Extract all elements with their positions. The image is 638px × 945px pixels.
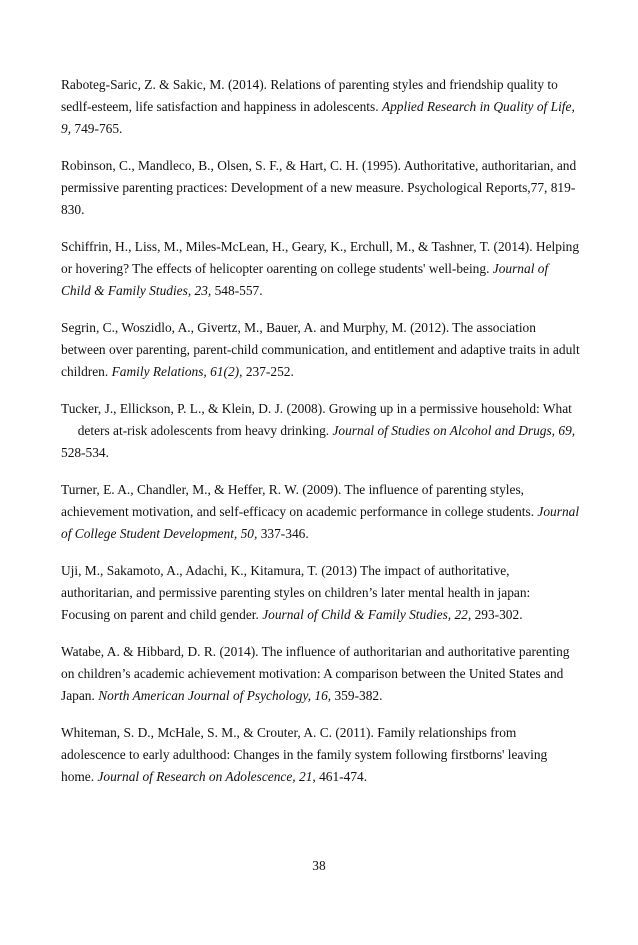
reference-pages: , 237-252.: [239, 364, 294, 379]
reference-entry: [61, 479, 581, 545]
reference-source: Journal of Research on Adolescence, 21: [97, 769, 313, 784]
reference-entry: [61, 155, 581, 221]
reference-source: Journal of Studies on Alcohol and Drugs, 69,: [332, 423, 576, 438]
reference-pages: , 293-302.: [467, 607, 523, 622]
reference-pages: 528-534.: [61, 445, 109, 460]
reference-authors-title: Tucker, J., Ellickson, P. L., & Klein, D. J. (2008). Growing up in a permissive household: What deters at-risk adolescents from heavy drinking.: [61, 401, 572, 438]
reference-source: Journal of Child & Family Studies, 22: [262, 607, 468, 622]
reference-source: Journal of Child & Family Studies, 23,: [61, 261, 549, 298]
reference-authors-title: Watabe, A. & Hibbard, D. R. (2014). The influence of authoritarian and authoritative parenting on children’s academic achievement motivation: A comparison between the United States and Japan.: [61, 644, 570, 703]
reference-pages: 548-557.: [211, 283, 263, 298]
reference-entry: [61, 317, 581, 383]
reference-authors-title: Turner, E. A., Chandler, M., & Heffer, R. W. (2009). The influence of parenting styles, achievement motivation, and self-efficacy on academic performance in college students.: [61, 482, 538, 519]
reference-entry: [61, 74, 581, 140]
reference-authors-title: Schiffrin, H., Liss, M., Miles-McLean, H., Geary, K., Erchull, M., & Tashner, T. (2014). Helping or hovering? The effects of helicopter oarenting on college students' well-being.: [61, 239, 580, 276]
reference-source: Applied Research in Quality of Life, 9,: [61, 99, 575, 136]
page-number: 38: [312, 858, 326, 873]
reference-entry: [61, 560, 581, 626]
reference-entry: [61, 236, 581, 302]
reference-authors-title: Segrin, C., Woszidlo, A., Givertz, M., Bauer, A. and Murphy, M. (2012). The association between over parenting, parent-child communication, and entitlement and adaptive traits in adult children.: [61, 320, 580, 379]
reference-entry: [61, 398, 581, 464]
reference-authors-title: Robinson, C., Mandleco, B., Olsen, S. F., & Hart, C. H. (1995). Authoritative, authoritarian, and permissive parenting practices: Development of a new measure. Psychological Reports,77, 819-830.: [61, 158, 577, 217]
reference-authors-title: Uji, M., Sakamoto, A., Adachi, K., Kitamura, T. (2013) The impact of authoritative, authoritarian, and permissive parenting styles on children’s later mental health in japan: Focusing on parent and child gender.: [61, 563, 531, 622]
reference-authors-title: Whiteman, S. D., McHale, S. M., & Crouter, A. C. (2011). Family relationships from adolescence to early adulthood: Changes in the family system following firstborns' leaving home.: [61, 725, 548, 784]
reference-source: North American Journal of Psychology, 16,: [98, 688, 332, 703]
reference-source: Family Relations, 61(2): [111, 364, 240, 379]
reference-pages: 337-346.: [257, 526, 309, 541]
reference-pages: 359-382.: [331, 688, 383, 703]
reference-pages: 749-765.: [71, 121, 123, 136]
reference-pages: , 461-474.: [312, 769, 368, 784]
reference-list: [61, 74, 581, 803]
reference-entry: [61, 641, 581, 707]
reference-source: Journal of College Student Development, 50,: [61, 504, 580, 541]
reference-authors-title: Raboteg-Saric, Z. & Sakic, M. (2014). Relations of parenting styles and friendship quality to sedlf-esteem, life satisfaction and happiness in adolescents.: [61, 77, 558, 114]
reference-entry: [61, 722, 581, 788]
